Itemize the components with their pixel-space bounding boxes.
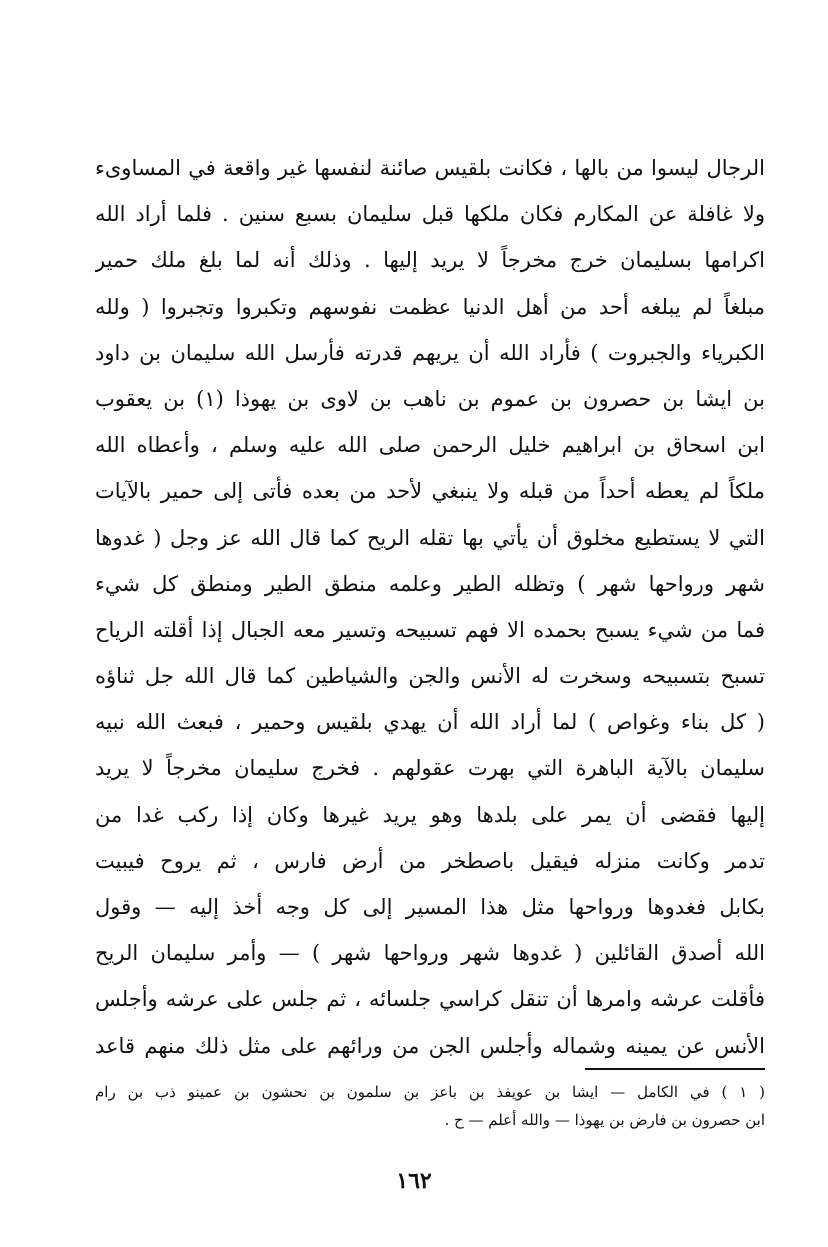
- text-line: تسبح بتسبيحه وسخرت له الأنس والجن والشياطين كما قال الله جل ثناؤه: [95, 664, 765, 689]
- text-line: ابن اسحاق بن ابراهيم خليل الرحمن صلى الله عليه وسلم ، وأعطاه الله: [95, 433, 765, 458]
- text-line: سليمان بالآية الباهرة التي بهرت عقولهم . فخرج سليمان مخرجاً لا يريد: [95, 756, 765, 781]
- text-line: فأقلت عرشه وامرها أن تنقل كراسي جلسائه ، ثم جلس على عرشه وأجلس: [95, 987, 765, 1012]
- text-line: ملكاً لم يعطه أحداً من قبله ولا ينبغي لأحد من بعده فأتى إلى حمير بالآيات: [95, 479, 765, 504]
- text-line: التي لا يستطيع مخلوق أن يأتي بها تقله الريح كما قال الله عز وجل ( غدوها: [95, 525, 765, 550]
- text-line: بن ايشا بن حصرون بن عموم بن ناهب بن لاوى بن يهوذا (١) بن يعقوب: [95, 386, 765, 411]
- footnote-divider: [585, 1068, 765, 1070]
- text-line: فما من شيء يسبح بحمده الا فهم تسبيحه وتسير معه الجبال إذا أقلته الرياح: [95, 617, 765, 642]
- text-line: إليها فقضى أن يمر على بلدها وهو يريد غيرها وكان إذا ركب غدا من: [95, 802, 765, 827]
- body-text: [95, 145, 765, 1069]
- footnote-line: ( ١ ) في الكامل — ايشا بن عويفذ بن باعز بن سلمون بن نحشون بن عمينو ذب بن رام: [95, 1083, 765, 1101]
- text-line: الكبرياء والجبروت ) فأراد الله أن يريهم قدرته فأرسل الله سليمان بن داود: [95, 340, 765, 365]
- text-line: الله أصدق القائلين ( غدوها شهر ورواحها شهر ) — وأمر سليمان الريح: [95, 941, 765, 966]
- text-line: الأنس عن يمينه وشماله وأجلس الجن من ورائهم على مثل ذلك منهم قاعد: [95, 1033, 765, 1058]
- text-line: بكابل فغدوها ورواحها مثل هذا المسير إلى كل وجه أخذ إليه — وقول: [95, 895, 765, 919]
- footnote-line: ابن حصرون بن فارض بن يهوذا — والله أعلم — ح .: [444, 1111, 765, 1129]
- text-line: ( كل بناء وغواص ) لما أراد الله أن يهدي بلقيس وحمير ، فبعث الله نبيه: [95, 710, 765, 735]
- text-line: اكرامها بسليمان خرج مخرجاً لا يريد إليها . وذلك أنه لما بلغ ملك حمير: [95, 248, 765, 273]
- text-line: شهر ورواحها شهر ) وتظله الطير وعلمه منطق الطير ومنطق كل شيء: [95, 571, 765, 596]
- text-line: الرجال ليسوا من بالها ، فكانت بلقيس صائنة لنفسها غير واقعة في المساوىء: [95, 156, 765, 180]
- footnote: [95, 1078, 765, 1134]
- text-line: ولا غافلة عن المكارم فكان ملكها قبل سليمان بسبع سنين . فلما أراد الله: [95, 202, 765, 227]
- text-line: تدمر وكانت منزله فيقيل باصطخر من أرض فارس ، ثم يروح فيبيت: [95, 848, 765, 873]
- text-line: مبلغاً لم يبلغه أحد من أهل الدنيا عظمت نفوسهم وتكبروا وتجبروا ( ولله: [95, 294, 765, 319]
- page-number: ١٦٢: [396, 1168, 432, 1194]
